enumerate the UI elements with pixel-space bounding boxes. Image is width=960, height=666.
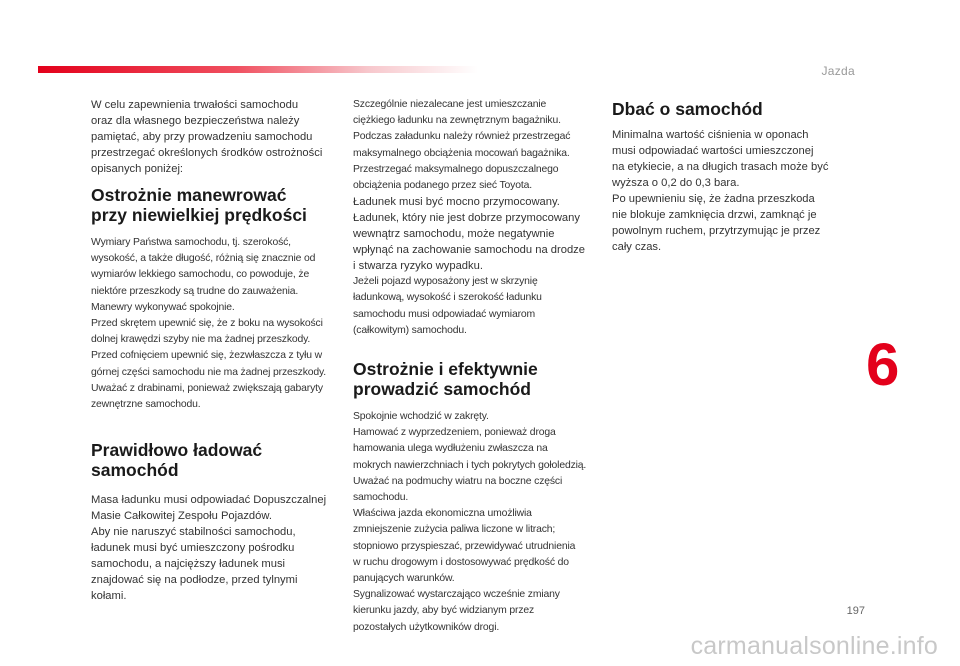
loading-paragraph: Masa ładunku musi odpowiadać Dopuszczalnej Masie Całkowitej Zespołu Pojazdów. Aby nie naruszyć stabilności samochodu, ładunek musi być umieszczony pośrodku samochodu, a najcięższy ładunek musi znajdować się na podłodze, przed tylnymi kołami. xyxy=(91,494,327,603)
watermark: carmanualsonline.info xyxy=(690,632,938,660)
intro-paragraph: W celu zapewnienia trwałości samochodu oraz dla własnego bezpieczeństwa należy pamiętać, aby przy prowadzeniu samochodu przestrzegać określonych środków ostrożności opisanych poniżej: xyxy=(91,99,323,175)
maneuver-paragraph: Wymiary Państwa samochodu, tj. szerokość, wysokość, a także długość, różnią się znacznie od wymiarów lekkiego samochodu, co powoduje, że niektóre przeszkody są trudne do zauważenia. Manewry wykonywać spokojnie. Przed skrętem upewnić się, że z boku na wysokości dolnej krawędzi szyby nie ma żadnej przeszkody. Przed cofnięciem upewnić się, żezwłaszcza z tyłu w górnej części samochodu nie ma żadnej przeszkody. Uważać z drabinami, ponieważ zwiększają gabaryty zewnętrzne samochodu. xyxy=(91,237,327,411)
driving-paragraph: Spokojnie wchodzić w zakręty. Hamować z wyprzedzeniem, ponieważ droga hamowania ulega wydłużeniu zwłaszcza na mokrych nawierzchniach i tych pokrytych gołoledzią. Uważać na podmuchy wiatru na boczne części samochodu. Właściwa jazda ekonomiczna umożliwia zmniejszenie zużycia paliwa liczone w litrach; stopniowo przyspieszać, przewidywać utrudnienia w ruchu drogowym i dostosowywać prędkość do panujących warunków. Sygnalizować wystarczająco wcześnie zmiany kierunku jazdy, aby być widzianym przez pozostałych użytkowników drogi. xyxy=(353,411,587,633)
header-accent-bar xyxy=(38,66,478,73)
heading-maneuver: Ostrożnie manewrować przy niewielkiej prędkości xyxy=(91,185,307,225)
cargo-box-paragraph: Jeżeli pojazd wyposażony jest w skrzynię ładunkową, wysokość i szerokość ładunku samochodu musi odpowiadać wymiarom (całkowitym) samochodu. xyxy=(353,276,542,336)
heading-loading: Prawidłowo ładować samochód xyxy=(91,440,263,481)
care-paragraph: Minimalna wartość ciśnienia w oponach musi odpowiadać wartości umieszczonej na etykiecie, a na długich trasach może być wyższa o 0,2 do 0,3 bara. Po upewnieniu się, że żadna przeszkoda nie blokuje zamknięcia drzwi, zamknąć je powolnym ruchem, przytrzymując je przez cały czas. xyxy=(612,129,829,253)
heading-driving: Ostrożnie i efektywnie prowadzić samochód xyxy=(353,359,538,400)
roof-rack-paragraph: Szczególnie niezalecane jest umieszczanie ciężkiego ładunku na zewnętrznym bagażniku. Podczas załadunku należy również przestrzegać maksymalnego obciążenia mocowań bagażnika. Przestrzegać maksymalnego dopuszczalnego obciążenia podanego przez sieć Toyota. xyxy=(353,99,571,192)
column-left xyxy=(91,97,337,604)
column-right xyxy=(612,97,858,255)
column-middle xyxy=(353,97,599,636)
secure-load-paragraph: Ładunek musi być mocno przymocowany. Ładunek, który nie jest dobrze przymocowany wewnątrz samochodu, może negatywnie wpłynąć na zachowanie samochodu na drodze i stwarza ryzyko wypadku. xyxy=(353,196,585,273)
section-title: Jazda xyxy=(821,64,855,78)
heading-care: Dbać o samochód xyxy=(612,99,763,119)
chapter-number: 6 xyxy=(866,331,900,398)
page-number: 197 xyxy=(846,605,865,617)
